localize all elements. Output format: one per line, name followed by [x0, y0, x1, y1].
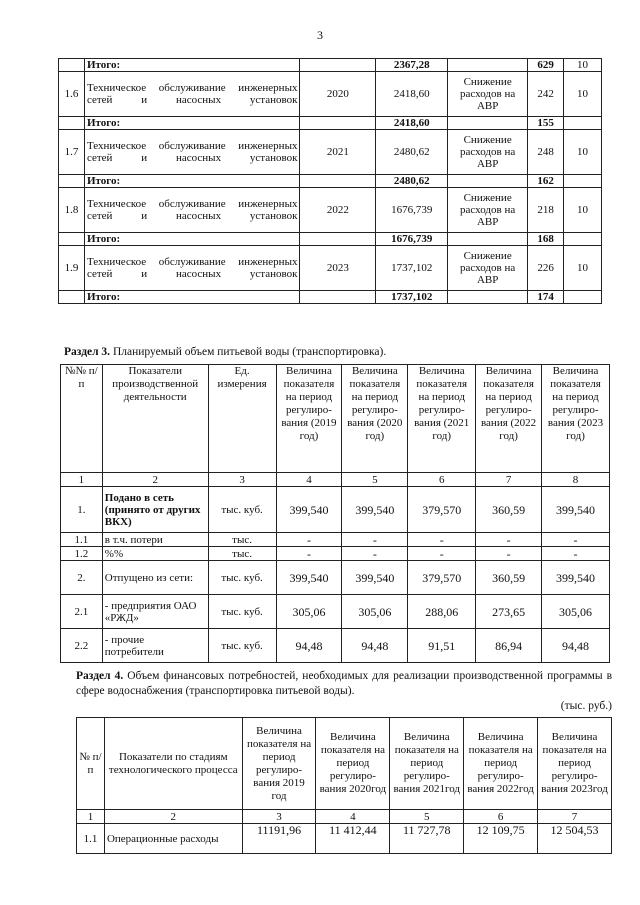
total-label: Итого:	[84, 175, 300, 188]
row-number: 1.8	[59, 188, 85, 233]
row-year: 2021	[300, 130, 376, 175]
unit: тыс. куб.	[208, 595, 276, 629]
value-cell: 86,94	[476, 629, 542, 663]
table-row-total	[59, 175, 602, 188]
value-cell: -	[476, 547, 542, 561]
work-name: Техническое обслуживание инженерных сетей и насосных установок	[84, 188, 300, 233]
value-cell: 94,48	[276, 629, 342, 663]
value-cell: 305,06	[342, 595, 408, 629]
row-pct: 10	[564, 130, 602, 175]
row-measure: Снижение расходов на АВР	[448, 72, 528, 117]
column-number: 3	[208, 473, 276, 487]
value-cell: 91,51	[408, 629, 476, 663]
column-header: Показатели производственной деятельности	[102, 365, 208, 473]
table-row	[59, 188, 602, 233]
column-number: 1	[61, 473, 103, 487]
row-value: 218	[528, 188, 564, 233]
value-cell: 94,48	[342, 629, 408, 663]
indicator-name: Подано в сеть (принято от других ВКХ)	[102, 487, 208, 533]
value-cell: 273,65	[476, 595, 542, 629]
row-pct: 10	[564, 188, 602, 233]
unit: тыс. куб.	[208, 487, 276, 533]
column-number: 4	[316, 810, 390, 824]
total-pct: 10	[564, 59, 602, 72]
value-cell: 11 412,44	[316, 824, 390, 854]
value-cell: 399,540	[276, 487, 342, 533]
column-number: 6	[408, 473, 476, 487]
row-value: 242	[528, 72, 564, 117]
row-pct: 10	[564, 72, 602, 117]
value-cell: 379,570	[408, 561, 476, 595]
row-amount: 2418,60	[376, 72, 448, 117]
row-year: 2020	[300, 72, 376, 117]
stage-name: Операционные расходы	[104, 824, 242, 854]
table-row	[59, 130, 602, 175]
value-cell: 360,59	[476, 487, 542, 533]
value-cell: -	[276, 533, 342, 547]
work-name: Техническое обслуживание инженерных сетей и насосных установок	[84, 72, 300, 117]
table-row	[61, 487, 610, 533]
column-header: Величина показателя на период регулиро-вания (2019 год)	[276, 365, 342, 473]
table-row-total	[59, 233, 602, 246]
total-amount: 1737,102	[376, 291, 448, 304]
column-number: 8	[542, 473, 610, 487]
total-value: 174	[528, 291, 564, 304]
value-cell: -	[542, 533, 610, 547]
column-header: Величина показателя на период регулиро-вания 2019 год	[242, 718, 316, 810]
column-header: Величина показателя на период регулиро-вания 2021год	[390, 718, 464, 810]
value-cell: 11191,96	[242, 824, 316, 854]
section3-text: Планируемый объем питьевой воды (транспортировка).	[112, 346, 387, 358]
column-header: Ед. измерения	[208, 365, 276, 473]
column-number: 1	[77, 810, 105, 824]
column-number: 5	[390, 810, 464, 824]
row-amount: 1676,739	[376, 188, 448, 233]
value-cell: 379,570	[408, 487, 476, 533]
column-header: № п/п	[77, 718, 105, 810]
row-number: 2.1	[61, 595, 103, 629]
row-number: 1.2	[61, 547, 103, 561]
row-pct: 10	[564, 246, 602, 291]
column-header: Величина показателя на период регулиро-вания (2023 год)	[542, 365, 610, 473]
value-cell: 288,06	[408, 595, 476, 629]
total-value: 629	[528, 59, 564, 72]
row-measure: Снижение расходов на АВР	[448, 130, 528, 175]
total-value: 155	[528, 117, 564, 130]
row-year: 2022	[300, 188, 376, 233]
value-cell: 305,06	[542, 595, 610, 629]
column-number: 2	[102, 473, 208, 487]
row-number: 1.1	[61, 533, 103, 547]
table-row	[61, 595, 610, 629]
table-row	[59, 246, 602, 291]
value-cell: -	[342, 547, 408, 561]
column-header: Величина показателя на период регулиро-вания 2023год	[538, 718, 612, 810]
indicator-name: %%	[102, 547, 208, 561]
table-row	[77, 824, 612, 854]
total-amount: 2480,62	[376, 175, 448, 188]
value-cell: -	[476, 533, 542, 547]
row-amount: 1737,102	[376, 246, 448, 291]
unit: тыс. куб.	[208, 561, 276, 595]
unit: тыс.	[208, 547, 276, 561]
total-label: Итого:	[84, 291, 300, 304]
row-number: 1.7	[59, 130, 85, 175]
column-header: Показатели по стадиям технологического процесса	[104, 718, 242, 810]
table-row	[61, 629, 610, 663]
total-label: Итого:	[84, 59, 300, 72]
indicator-name: - предприятия ОАО «РЖД»	[102, 595, 208, 629]
column-number: 7	[538, 810, 612, 824]
column-header: Величина показателя на период регулиро-вания (2022 год)	[476, 365, 542, 473]
column-number-row	[77, 810, 612, 824]
column-number: 5	[342, 473, 408, 487]
row-number: 1.1	[77, 824, 105, 854]
value-cell: -	[342, 533, 408, 547]
table-row	[61, 561, 610, 595]
column-number: 7	[476, 473, 542, 487]
indicator-name: - прочие потребители	[102, 629, 208, 663]
investment-table	[58, 58, 602, 304]
section3-label: Раздел 3.	[64, 346, 111, 358]
column-number: 3	[242, 810, 316, 824]
row-number: 2.2	[61, 629, 103, 663]
value-cell: 399,540	[276, 561, 342, 595]
financial-needs-table	[76, 717, 612, 854]
column-number: 2	[104, 810, 242, 824]
section4-text: Объем финансовых потребностей, необходимых для реализации производственной программы в сфере водоснабжения (транспортировка питьевой воды).	[76, 670, 613, 697]
value-cell: 360,59	[476, 561, 542, 595]
row-amount: 2480,62	[376, 130, 448, 175]
row-number: 1.6	[59, 72, 85, 117]
total-amount: 2367,28	[376, 59, 448, 72]
row-value: 226	[528, 246, 564, 291]
value-cell: 94,48	[542, 629, 610, 663]
section4-title	[76, 669, 612, 699]
table-header-row	[77, 718, 612, 810]
section4-label: Раздел 4.	[76, 670, 124, 682]
column-header: Величина показателя на период регулиро-вания 2022год	[464, 718, 538, 810]
row-measure: Снижение расходов на АВР	[448, 246, 528, 291]
table-row	[61, 533, 610, 547]
total-value: 168	[528, 233, 564, 246]
page-number: 3	[317, 28, 323, 42]
total-amount: 1676,739	[376, 233, 448, 246]
work-name: Техническое обслуживание инженерных сетей и насосных установок	[84, 246, 300, 291]
unit-note: (тыс. руб.)	[560, 700, 612, 712]
total-label: Итого:	[84, 117, 300, 130]
value-cell: 399,540	[542, 561, 610, 595]
indicator-name: в т.ч. потери	[102, 533, 208, 547]
column-header: Величина показателя на период регулиро-вания 2020год	[316, 718, 390, 810]
column-header: Величина показателя на период регулиро-вания (2020 год)	[342, 365, 408, 473]
row-value: 248	[528, 130, 564, 175]
total-value: 162	[528, 175, 564, 188]
value-cell: 399,540	[542, 487, 610, 533]
value-cell: -	[408, 547, 476, 561]
column-header: №№ п/п	[61, 365, 103, 473]
table-row-total	[59, 117, 602, 130]
water-volume-table	[60, 364, 610, 663]
row-number: 2.	[61, 561, 103, 595]
value-cell: -	[276, 547, 342, 561]
table-row	[61, 547, 610, 561]
value-cell: -	[542, 547, 610, 561]
table-row	[59, 72, 602, 117]
column-number: 6	[464, 810, 538, 824]
unit: тыс. куб.	[208, 629, 276, 663]
column-number-row	[61, 473, 610, 487]
indicator-name: Отпущено из сети:	[102, 561, 208, 595]
value-cell: 12 504,53	[538, 824, 612, 854]
section3-title	[64, 346, 386, 358]
work-name: Техническое обслуживание инженерных сетей и насосных установок	[84, 130, 300, 175]
row-number: 1.9	[59, 246, 85, 291]
value-cell: 11 727,78	[390, 824, 464, 854]
unit: тыс.	[208, 533, 276, 547]
value-cell: 305,06	[276, 595, 342, 629]
value-cell: 399,540	[342, 487, 408, 533]
column-number: 4	[276, 473, 342, 487]
row-number: 1.	[61, 487, 103, 533]
total-amount: 2418,60	[376, 117, 448, 130]
value-cell: 12 109,75	[464, 824, 538, 854]
table-row-total	[59, 291, 602, 304]
table-row-total	[59, 59, 602, 72]
table-header-row	[61, 365, 610, 473]
value-cell: 399,540	[342, 561, 408, 595]
row-measure: Снижение расходов на АВР	[448, 188, 528, 233]
total-label: Итого:	[84, 233, 300, 246]
row-year: 2023	[300, 246, 376, 291]
value-cell: -	[408, 533, 476, 547]
column-header: Величина показателя на период регулиро-вания (2021 год)	[408, 365, 476, 473]
